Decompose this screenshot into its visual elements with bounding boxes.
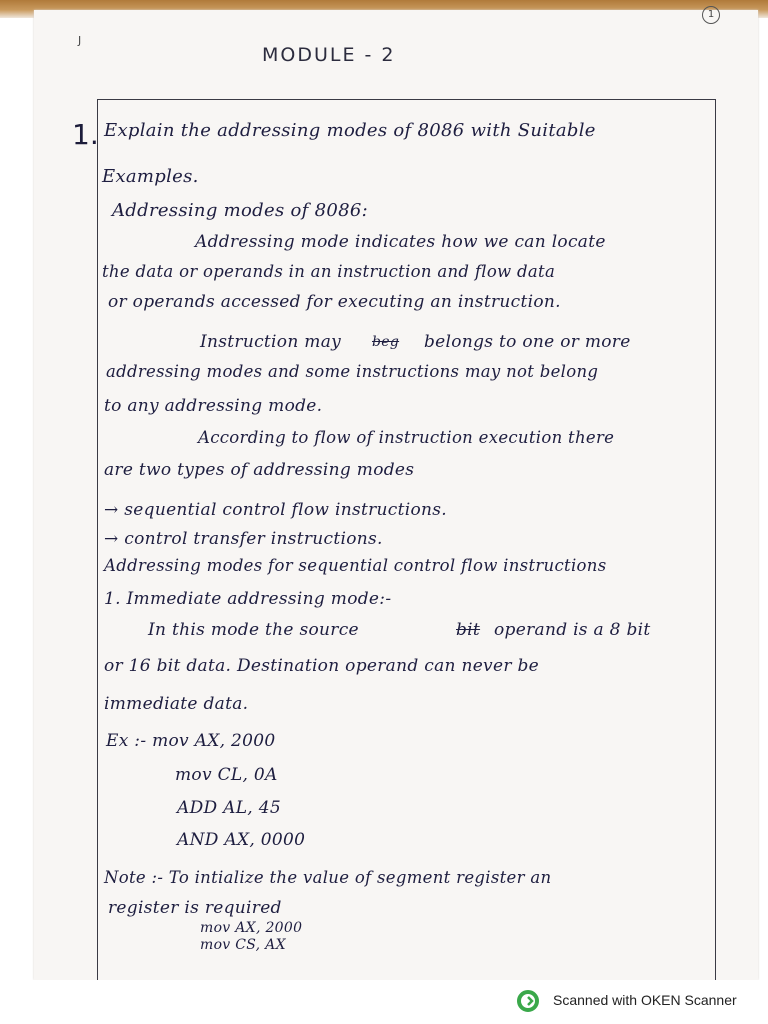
page-number: 1 (702, 6, 720, 24)
bullet-line-1: → sequential control flow instructions. (104, 500, 447, 520)
text-line-7c: belongs to one or more (424, 332, 631, 352)
text-line-6: or operands accessed for executing an instruction. (108, 292, 561, 312)
text-line-12a: In this mode the source (148, 620, 359, 640)
text-line-7b: beg (372, 334, 400, 350)
text-line-9: to any addressing mode. (104, 396, 323, 416)
example-line-3: ADD AL, 45 (177, 798, 281, 818)
example-line-1: Ex :- mov AX, 2000 (106, 731, 276, 751)
margin-mark: J (78, 34, 82, 47)
note-code-2: mov CS, AX (200, 937, 286, 953)
note-line-1: Note :- To intialize the value of segment register an (104, 868, 552, 887)
text-line-13: or 16 bit data. Destination operand can never be (104, 656, 539, 676)
text-line-1: Explain the addressing modes of 8086 with Suitable (104, 120, 596, 141)
text-line-5: the data or operands in an instruction and flow data (102, 262, 556, 281)
text-line-10: According to flow of instruction execution there (198, 428, 615, 447)
oken-logo-icon (517, 990, 539, 1012)
text-line-12c: operand is a 8 bit (494, 620, 651, 640)
text-line-12b: bit (456, 620, 481, 640)
example-line-2: mov CL, 0A (175, 765, 278, 785)
text-line-8: addressing modes and some instructions may not belong (106, 362, 599, 381)
bullet-line-2: → control transfer instructions. (104, 529, 383, 549)
example-line-4: AND AX, 0000 (177, 830, 306, 850)
text-line-14: immediate data. (104, 694, 249, 714)
text-line-3: Addressing modes of 8086: (112, 200, 369, 221)
subsection-heading: 1. Immediate addressing mode:- (104, 589, 392, 609)
note-line-2: register is required (108, 898, 282, 918)
text-line-7a: Instruction may (200, 332, 342, 352)
section-heading: Addressing modes for sequential control flow instructions (104, 556, 607, 575)
text-line-4: Addressing mode indicates how we can locate (195, 232, 606, 252)
scanner-watermark: Scanned with OKEN Scanner (553, 992, 737, 1008)
text-line-11: are two types of addressing modes (104, 460, 415, 480)
page-title: MODULE - 2 (262, 44, 396, 66)
question-number: 1. (72, 118, 99, 151)
note-code-1: mov AX, 2000 (200, 920, 303, 936)
text-line-2: Examples. (102, 166, 199, 187)
